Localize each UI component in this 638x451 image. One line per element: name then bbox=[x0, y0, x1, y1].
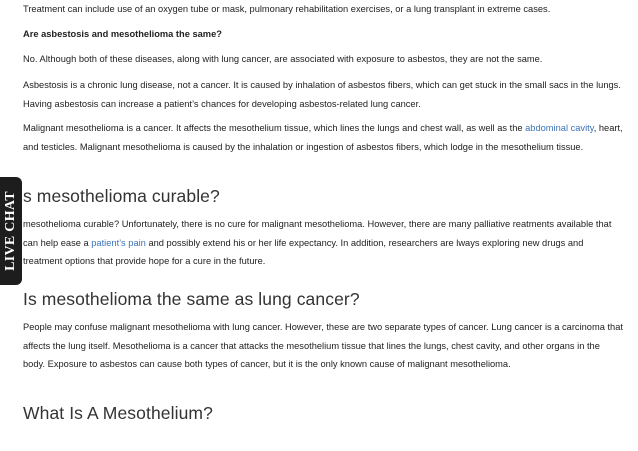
live-chat-tab[interactable] bbox=[0, 177, 22, 285]
abdominal-cavity-link[interactable]: abdominal cavity bbox=[525, 123, 594, 133]
faq-question-asbestosis: Are asbestosis and mesothelioma the same? bbox=[23, 29, 222, 39]
heading-curable: s mesothelioma curable? bbox=[23, 186, 220, 206]
patients-pain-link[interactable]: patient’s pain bbox=[91, 237, 146, 248]
curable-text-b: and possibly extend his or her life expectancy. In addition, researchers are lways exploring new drugs and treatment options that provide hope for a cure in the future. bbox=[23, 237, 584, 266]
asbestosis-paragraph: Asbestosis is a chronic lung disease, not a cancer. It is caused by inhalation of asbestos fibers, which can get stuck in the small sacs in the lungs. Having asbestosis can increase a patient’s chances for developing asbestos-related lung cancer. bbox=[23, 80, 621, 109]
curable-paragraph bbox=[23, 215, 623, 271]
lung-cancer-paragraph: People may confuse malignant mesothelioma with lung cancer. However, these are two separate types of cancer. Lung cancer is a carcinoma that affects the lung itself. Mesothelioma is a cancer that attacks the mesothelium tissue that lines the lungs, chest cavity, and other organs in the body. Exposure to asbestos can cause both types of cancer, but it is the only known cause of malignant mesothelioma. bbox=[23, 322, 623, 369]
heading-lung-cancer: Is mesothelioma the same as lung cancer? bbox=[23, 289, 360, 309]
answer-paragraph: No. Although both of these diseases, along with lung cancer, are associated with exposure to asbestos, they are not the same. bbox=[23, 54, 543, 64]
curable-text-a: mesothelioma curable? Unfortunately, there is no cure for malignant mesothelioma. However, there are many palliative reatments available that can help ease a bbox=[23, 219, 612, 248]
heading-mesothelium: What Is A Mesothelium? bbox=[23, 403, 213, 423]
mesothelioma-text-b: , heart, and testicles. Malignant mesothelioma is caused by the inhalation or ingestion of asbestos fibers, which lodge in the mesothelium tissue. bbox=[23, 123, 623, 152]
mesothelioma-paragraph bbox=[23, 119, 623, 156]
intro-paragraph: Treatment can include use of an oxygen tube or mask, pulmonary rehabilitation exercises, or a lung transplant in extreme cases. bbox=[23, 4, 551, 14]
mesothelioma-text-a: Malignant mesothelioma is a cancer. It affects the mesothelium tissue, which lines the lungs and chest wall, as well as the bbox=[23, 123, 526, 133]
live-chat-label: LIVE CHAT bbox=[3, 191, 18, 271]
